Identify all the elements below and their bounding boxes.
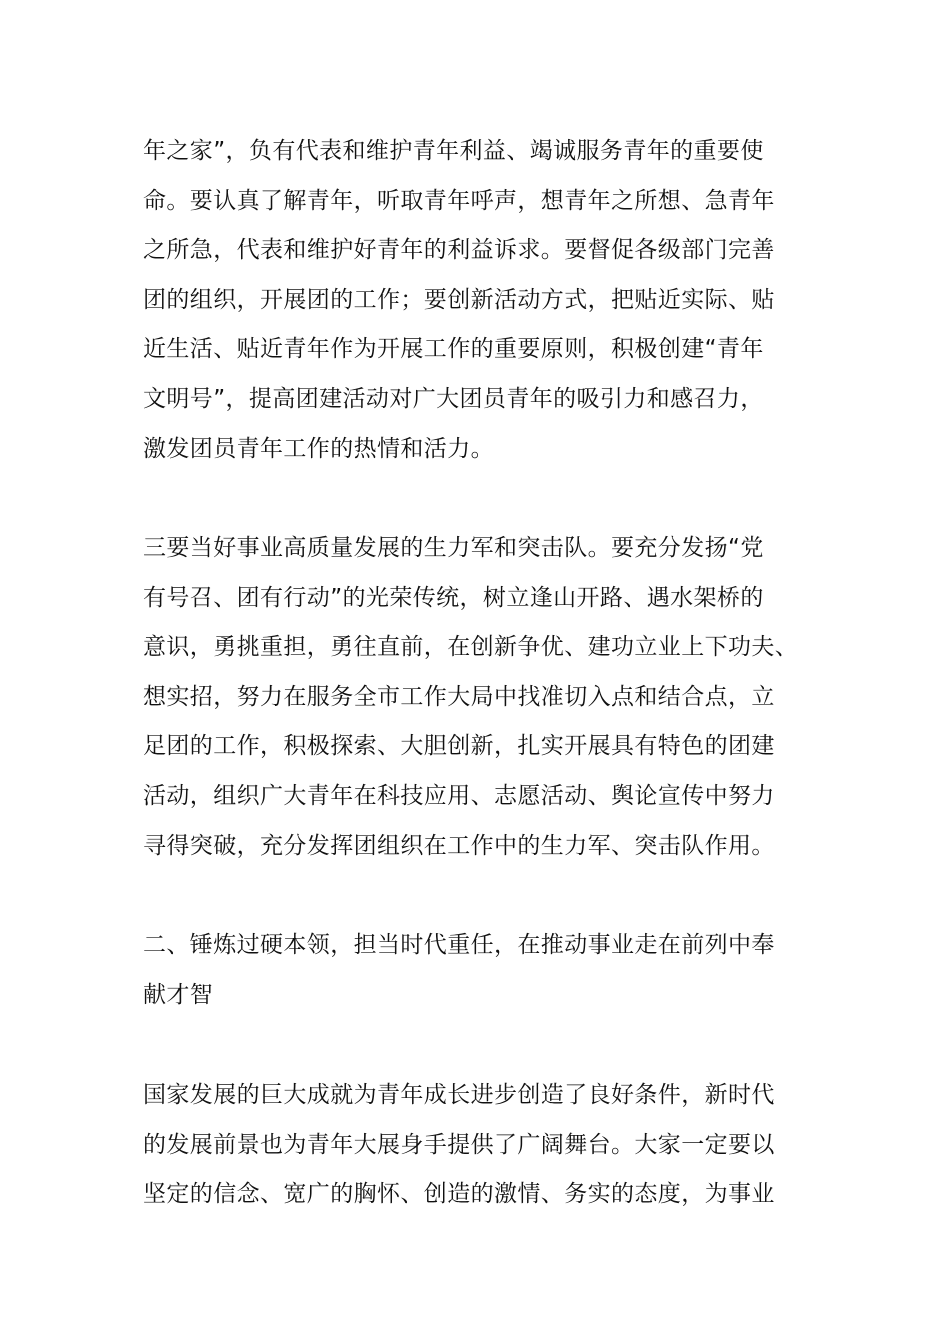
paragraph-line: 激发团员青年工作的热情和活力。 (143, 435, 494, 462)
paragraph-line: 年之家”，负有代表和维护青年利益、竭诚服务青年的重要使 (143, 138, 764, 164)
section-heading (143, 921, 813, 1020)
paragraph-line: 足团的工作，积极探索、大胆创新，扎实开展具有特色的团建 (143, 733, 775, 760)
paragraph-line: 国家发展的巨大成就为青年成长进步创造了良好条件，新时代 (143, 1082, 775, 1108)
paragraph-line: 团的组织，开展团的工作；要创新活动方式，把贴近实际、贴 (143, 286, 775, 313)
paragraph-line: 三要当好事业高质量发展的生力军和突击队。要充分发扬“党 (143, 535, 764, 561)
paragraph-line: 近生活、贴近青年作为开展工作的重要原则，积极创建“青年 (143, 336, 764, 363)
paragraph-line: 活动，组织广大青年在科技应用、志愿活动、舆论宣传中努力 (143, 782, 775, 809)
paragraph-line: 文明号”，提高团建活动对广大团员青年的吸引力和感召力， (143, 385, 764, 412)
heading-line: 献才智 (143, 981, 214, 1008)
paragraph-line: 有号召、团有行动”的光荣传统，树立逢山开路、遇水架桥的 (143, 584, 764, 611)
paragraph-line: 的发展前景也为青年大展身手提供了广阔舞台。大家一定要以 (143, 1131, 775, 1158)
heading-line: 二、锤炼过硬本领，担当时代重任，在推动事业走在前列中奉 (143, 932, 775, 958)
paragraph-1 (143, 127, 813, 474)
paragraph-line: 之所急，代表和维护好青年的利益诉求。要督促各级部门完善 (143, 237, 775, 264)
paragraph-3 (143, 1071, 813, 1220)
paragraph-line: 想实招，努力在服务全市工作大局中找准切入点和结合点，立 (143, 683, 775, 710)
paragraph-2 (143, 524, 813, 871)
paragraph-line: 寻得突破，充分发挥团组织在工作中的生力军、突击队作用。 (143, 832, 775, 859)
paragraph-line: 意识，勇挑重担，勇往直前，在创新争优、建功立业上下功夫、 (143, 634, 799, 661)
paragraph-line: 命。要认真了解青年，听取青年呼声，想青年之所想、急青年 (143, 187, 775, 214)
paragraph-line: 坚定的信念、宽广的胸怀、创造的激情、务实的态度，为事业 (143, 1181, 775, 1208)
